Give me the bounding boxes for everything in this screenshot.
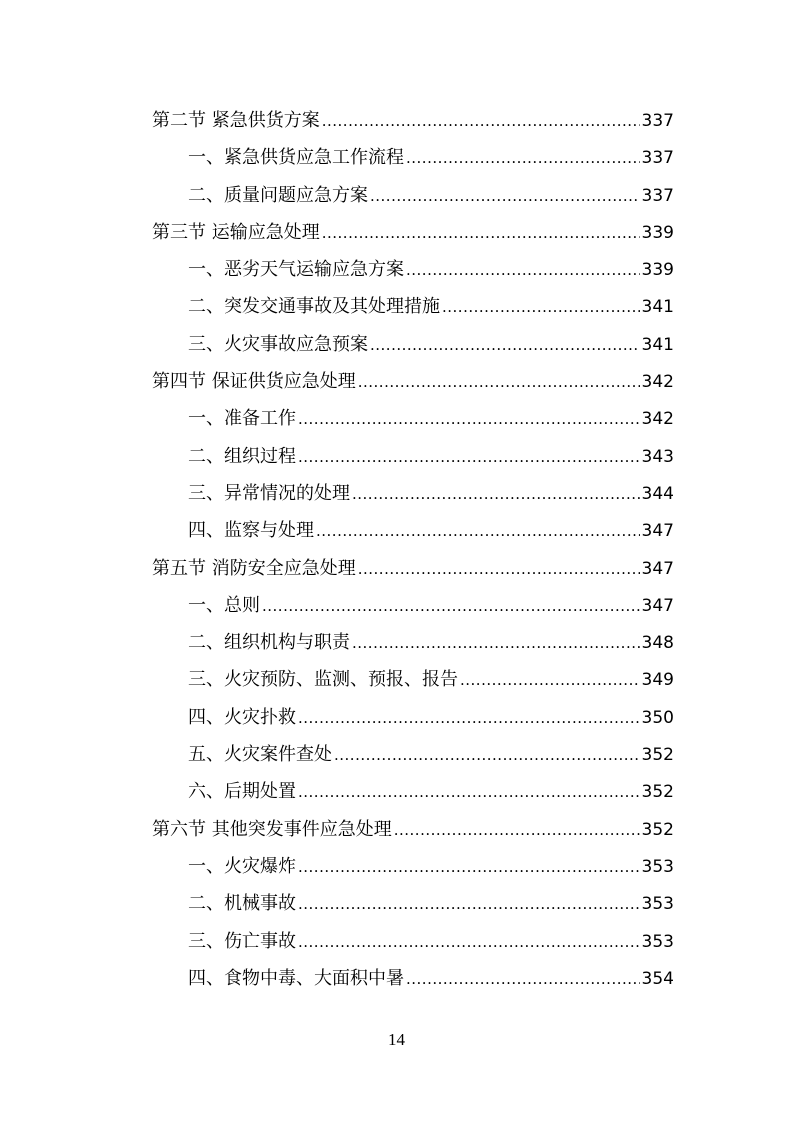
toc-entry[interactable]: [152, 923, 674, 960]
toc-entry-label: 第三节 运输应急处理: [152, 221, 320, 243]
toc-entry-page: 341: [641, 297, 674, 318]
toc-entry[interactable]: [152, 587, 674, 624]
toc-entry-label: 二、组织过程: [188, 445, 296, 467]
toc-dot-leader: [298, 699, 640, 737]
toc-entry[interactable]: [152, 102, 674, 139]
toc-entry-label: 一、总则: [188, 594, 260, 616]
table-of-contents: [152, 102, 674, 997]
toc-entry[interactable]: [152, 139, 674, 176]
toc-dot-leader: [298, 885, 640, 923]
toc-entry-label: 一、火灾爆炸: [188, 855, 296, 877]
toc-entry-page: 337: [641, 185, 674, 206]
toc-entry[interactable]: [152, 811, 674, 848]
toc-dot-leader: [322, 214, 640, 252]
toc-entry[interactable]: [152, 251, 674, 288]
toc-dot-leader: [298, 923, 640, 961]
toc-entry[interactable]: [152, 699, 674, 736]
toc-entry[interactable]: [152, 773, 674, 810]
toc-dot-leader: [316, 512, 640, 550]
toc-entry[interactable]: [152, 736, 674, 773]
toc-entry-label: 第四节 保证供货应急处理: [152, 371, 356, 393]
toc-entry[interactable]: [152, 512, 674, 549]
toc-entry[interactable]: [152, 550, 674, 587]
toc-entry-label: 二、机械事故: [188, 893, 296, 915]
toc-entry[interactable]: [152, 288, 674, 325]
toc-dot-leader: [298, 848, 640, 886]
toc-entry-label: 一、准备工作: [188, 408, 296, 430]
toc-dot-leader: [322, 102, 640, 140]
toc-dot-leader: [358, 550, 640, 588]
toc-entry-label: 二、质量问题应急方案: [188, 184, 368, 206]
toc-entry[interactable]: [152, 214, 674, 251]
toc-dot-leader: [358, 363, 640, 401]
toc-entry[interactable]: [152, 363, 674, 400]
toc-dot-leader: [352, 475, 640, 513]
toc-entry[interactable]: [152, 661, 674, 698]
toc-entry[interactable]: [152, 848, 674, 885]
toc-entry[interactable]: [152, 177, 674, 214]
toc-entry-page: 341: [641, 334, 674, 355]
toc-entry[interactable]: [152, 624, 674, 661]
toc-entry-label: 第二节 紧急供货方案: [152, 110, 320, 131]
toc-entry-page: 342: [641, 372, 674, 393]
toc-entry-page: 347: [641, 595, 674, 616]
toc-entry[interactable]: [152, 438, 674, 475]
toc-entry-page: 337: [641, 148, 674, 169]
page-number: 14: [388, 1030, 405, 1049]
toc-dot-leader: [298, 438, 640, 476]
toc-dot-leader: [370, 326, 640, 364]
toc-dot-leader: [352, 624, 640, 662]
toc-entry-page: 348: [641, 633, 674, 654]
toc-entry-page: 339: [641, 222, 674, 243]
toc-entry-label: 四、食物中毒、大面积中暑: [188, 967, 404, 989]
toc-entry-label: 二、组织机构与职责: [188, 632, 350, 654]
toc-entry-page: 339: [641, 260, 674, 281]
toc-entry[interactable]: [152, 885, 674, 922]
toc-entry-label: 五、火灾案件查处: [188, 744, 332, 766]
toc-entry-page: 354: [641, 968, 674, 989]
toc-entry[interactable]: [152, 960, 674, 997]
toc-dot-leader: [394, 811, 640, 849]
toc-dot-leader: [262, 587, 640, 625]
toc-entry-label: 三、异常情况的处理: [188, 482, 350, 504]
toc-entry[interactable]: [152, 326, 674, 363]
toc-dot-leader: [442, 288, 640, 326]
toc-dot-leader: [460, 661, 640, 699]
toc-entry-label: 第五节 消防安全应急处理: [152, 557, 356, 579]
toc-entry-page: 352: [641, 745, 674, 766]
toc-entry-page: 344: [641, 483, 674, 504]
toc-entry-label: 一、紧急供货应急工作流程: [188, 147, 404, 169]
toc-entry-page: 353: [641, 856, 674, 877]
toc-dot-leader: [406, 960, 640, 998]
toc-entry-page: 347: [641, 521, 674, 542]
toc-entry-page: 352: [641, 819, 674, 840]
toc-entry-label: 三、火灾预防、监测、预报、报告: [188, 669, 458, 691]
toc-entry-label: 二、突发交通事故及其处理措施: [188, 296, 440, 318]
toc-entry-label: 四、火灾扑救: [188, 706, 296, 728]
toc-entry-label: 三、伤亡事故: [188, 930, 296, 952]
toc-entry[interactable]: [152, 475, 674, 512]
toc-entry-page: 343: [641, 446, 674, 467]
toc-entry-page: 342: [641, 409, 674, 430]
toc-entry-label: 三、火灾事故应急预案: [188, 333, 368, 355]
toc-entry-page: 337: [641, 111, 674, 131]
toc-entry-page: 352: [641, 782, 674, 803]
toc-entry-page: 349: [641, 670, 674, 691]
toc-dot-leader: [370, 177, 640, 215]
toc-entry-page: 353: [641, 931, 674, 952]
toc-dot-leader: [298, 400, 640, 438]
toc-entry-label: 四、监察与处理: [188, 520, 314, 542]
toc-dot-leader: [334, 736, 640, 774]
toc-dot-leader: [406, 139, 640, 177]
toc-entry-label: 一、恶劣天气运输应急方案: [188, 259, 404, 281]
toc-dot-leader: [406, 251, 640, 289]
toc-entry-page: 353: [641, 894, 674, 915]
toc-entry-page: 350: [641, 707, 674, 728]
toc-entry-page: 347: [641, 558, 674, 579]
toc-entry-label: 六、后期处置: [188, 781, 296, 803]
toc-entry-label: 第六节 其他突发事件应急处理: [152, 818, 392, 840]
toc-entry[interactable]: [152, 400, 674, 437]
toc-dot-leader: [298, 773, 640, 811]
